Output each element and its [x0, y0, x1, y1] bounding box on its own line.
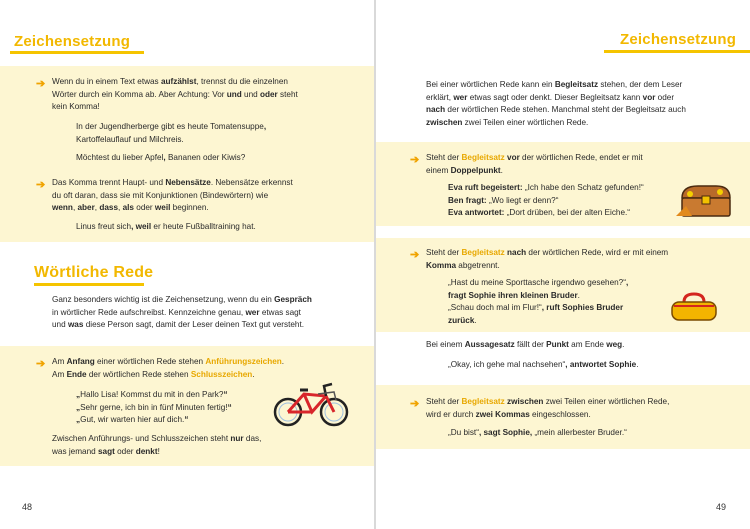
text-run: Sehr gerne, ich bin in fünf Minuten fertig!: [80, 402, 228, 412]
arrow-right-icon: ➔: [410, 249, 420, 261]
page-right: [376, 0, 750, 529]
comma-rule-subclause: [52, 177, 293, 215]
text-run: “: [184, 415, 189, 425]
text-run: zwischen: [507, 397, 544, 406]
text-run: der wörtlichen Rede stehen: [86, 369, 191, 379]
text-run: „: [76, 390, 81, 399]
example-enumeration-1: [76, 121, 266, 146]
text-run: .: [252, 369, 255, 379]
text-run: fällt der: [514, 340, 547, 349]
arrow-right-icon: ➔: [410, 154, 420, 166]
text-run: als: [122, 203, 134, 213]
text-run: „Okay, ich gehe mal nachsehen“: [448, 360, 566, 369]
text-run: aufzählst: [160, 77, 197, 86]
text-run: „: [76, 415, 81, 425]
quotes-rule: [52, 356, 284, 381]
statement-example: [448, 359, 639, 372]
page-number: 49: [716, 502, 727, 512]
text-run: Wenn du in einem Text etwas: [52, 77, 161, 86]
text-run: wer: [245, 307, 260, 317]
title-underline: [604, 50, 750, 53]
text-run: der wörtlichen Rede stehen. Manchmal steht der Begleitsatz auch: [445, 105, 686, 115]
dialog-example: [76, 389, 232, 427]
text-run: wer: [453, 92, 468, 102]
text-run: , sagt Sophie,: [478, 428, 533, 437]
text-run: Ganz besonders wichtig ist die Zeichensetzung, wenn du ein: [52, 295, 275, 304]
text-run: , trennst du die einzelnen: [196, 77, 288, 86]
text-run: das,: [243, 434, 262, 443]
text-run: kein Komma!: [52, 102, 100, 112]
text-run: aber: [77, 203, 95, 213]
bicycle-illustration: [272, 378, 352, 430]
between-quotes-rule: [52, 433, 261, 458]
text-run: etwas sagt: [259, 307, 301, 317]
text-run: Eva antwortet:: [448, 208, 505, 218]
text-run: ,: [163, 153, 166, 162]
text-run: Punkt: [546, 340, 569, 349]
text-run: “: [227, 402, 232, 412]
text-run: .: [500, 165, 503, 175]
example-subclause: [76, 221, 256, 234]
arrow-right-icon: ➔: [36, 78, 46, 90]
text-run: Hallo Lisa! Kommst du mit in den Park?: [80, 390, 224, 399]
text-run: In der Jugendherberge gibt es heute Tomatensuppe: [76, 122, 264, 131]
text-run: erklärt,: [426, 92, 454, 102]
text-run: Nebensätze: [165, 178, 211, 187]
statement-note: [426, 339, 624, 352]
text-run: „Hast du meine Sporttasche irgendwo gesehen?“: [448, 278, 626, 287]
text-run: zwei Teilen einer wörtlichen Rede.: [462, 117, 589, 127]
clause-between-rule: [426, 396, 669, 421]
text-run: Wörter durch ein Komma ab. Aber Achtung: Vor: [52, 89, 227, 99]
text-run: nur: [230, 434, 244, 443]
text-run: oder: [655, 92, 675, 102]
text-run: .: [474, 315, 477, 325]
text-run: Begleitsatz: [461, 248, 505, 257]
text-run: ,: [263, 122, 267, 131]
text-run: ,: [94, 203, 100, 213]
text-run: „Ich habe den Schatz gefunden!“: [522, 183, 644, 192]
text-run: .: [636, 360, 639, 369]
text-run: Am: [52, 357, 67, 366]
text-run: diese Person sagt, damit der Leser deinen Text gut versteht.: [83, 320, 305, 330]
clause-after-examples: [448, 277, 628, 327]
text-run: „Wo liegt er denn?“: [486, 195, 559, 205]
page-title: Zeichensetzung: [620, 31, 737, 48]
text-run: am Ende: [568, 340, 607, 349]
text-run: zwei Kommas: [475, 409, 530, 419]
clause-between-example: [448, 427, 627, 440]
text-run: .: [577, 290, 580, 300]
text-run: Schlusszeichen: [190, 369, 253, 379]
text-run: nach: [507, 248, 527, 257]
section-underline: [34, 283, 144, 286]
text-run: Aussagesatz: [464, 340, 515, 349]
example-enumeration-2: [76, 152, 245, 165]
text-run: .: [281, 357, 285, 366]
text-run: abgetrennt.: [456, 260, 500, 270]
text-run: fragt Sophie ihren kleinen Bruder: [448, 290, 578, 300]
comma-rule-enumeration: [52, 76, 298, 114]
text-run: ,: [118, 203, 123, 213]
text-run: vor: [642, 92, 656, 102]
text-run: weg: [606, 340, 623, 349]
text-run: was jemand: [52, 446, 98, 456]
text-run: Bei einem: [426, 340, 465, 349]
text-run: Anfang: [66, 357, 95, 366]
text-run: Steht der: [426, 153, 462, 162]
text-run: etwas sagt oder denkt. Dieser Begleitsatz kann: [467, 92, 643, 102]
arrow-right-icon: ➔: [36, 179, 46, 191]
text-run: Begleitsatz: [554, 80, 599, 89]
clause-after-rule: [426, 247, 668, 272]
sports-bag-illustration: [668, 292, 720, 322]
clause-before-rule: [426, 152, 643, 177]
text-run: der wörtlichen Rede, endet er mit: [519, 153, 643, 162]
direct-speech-intro: [52, 294, 312, 332]
page-left: [0, 0, 374, 529]
text-run: wenn: [52, 203, 73, 213]
text-run: Komma: [426, 260, 457, 270]
text-run: Kartoffelauflauf und Milchreis.: [76, 134, 184, 144]
text-run: dass: [99, 203, 119, 213]
text-run: Begleitsatz: [461, 397, 505, 406]
text-run: Ben fragt:: [448, 195, 487, 205]
text-run: Das Komma trennt Haupt- und: [52, 178, 166, 187]
text-run: Bananen oder Kiwis?: [165, 153, 246, 162]
text-run: eingeschlossen.: [529, 409, 591, 419]
text-run: !: [157, 446, 160, 456]
section-title: Wörtliche Rede: [34, 264, 154, 281]
text-run: Möchtest du lieber Apfel: [76, 153, 164, 162]
text-run: „Schau doch mal im Flur!“: [448, 303, 542, 313]
text-run: „Dort drüben, bei der alten Eiche.“: [504, 208, 631, 218]
accompanying-clause-intro: [426, 79, 686, 129]
clause-before-examples: [448, 182, 644, 220]
text-run: beginnen.: [170, 203, 209, 213]
treasure-chest-illustration: [676, 180, 734, 220]
arrow-right-icon: ➔: [410, 398, 420, 410]
text-run: ,: [72, 203, 78, 213]
text-run: einem: [426, 165, 451, 175]
text-run: , ruft Sophies Bruder: [541, 303, 624, 313]
text-run: Gespräch: [274, 295, 312, 304]
text-run: und: [241, 89, 260, 99]
text-run: steht: [277, 89, 298, 99]
text-run: zwei Teilen einer wörtlichen Rede,: [543, 397, 670, 406]
text-run: zwischen: [426, 117, 463, 127]
text-run: und: [52, 320, 68, 330]
text-run: „Du bist“: [448, 428, 479, 437]
text-run: oder: [114, 446, 136, 456]
text-run: oder: [260, 89, 278, 99]
text-run: Zwischen Anführungs- und Schlusszeichen steht: [52, 434, 231, 443]
text-run: du oft daran, dass sie mit Konjunktionen (Bindewörtern) wie: [52, 190, 269, 200]
title-underline: [10, 51, 144, 54]
text-run: wird er durch: [426, 409, 476, 419]
text-run: Steht der: [426, 397, 462, 406]
text-run: Anführungszeichen: [205, 357, 282, 366]
text-run: was: [67, 320, 84, 330]
page-number: 48: [22, 502, 33, 512]
text-run: denkt: [135, 446, 158, 456]
text-run: einer wörtlichen Rede stehen: [94, 357, 206, 366]
text-run: Doppelpunkt: [450, 165, 501, 175]
text-run: Linus freut sich: [76, 222, 132, 231]
text-run: in wörtlicher Rede aufschreibst. Kennzeichne genau,: [52, 307, 246, 317]
text-run: sagt: [97, 446, 115, 456]
text-run: , weil: [131, 222, 152, 231]
text-run: oder: [133, 203, 155, 213]
text-run: nach: [426, 105, 446, 115]
text-run: , antwortet Sophie: [565, 360, 637, 369]
text-run: weil: [154, 203, 171, 213]
text-run: .: [622, 340, 625, 349]
text-run: er heute Fußballtraining hat.: [151, 222, 256, 231]
text-run: Am: [52, 369, 67, 379]
text-run: und: [226, 89, 242, 99]
text-run: Ende: [66, 369, 87, 379]
text-run: „mein allerbester Bruder.“: [532, 428, 627, 437]
text-run: zurück: [448, 315, 475, 325]
text-run: stehen, der dem Leser: [598, 80, 683, 89]
text-run: ,: [625, 278, 629, 287]
text-run: “: [223, 390, 228, 399]
text-run: „: [76, 402, 81, 412]
text-run: Steht der: [426, 248, 462, 257]
text-run: . Nebensätze erkennst: [210, 178, 293, 187]
text-run: Bei einer wörtlichen Rede kann ein: [426, 80, 555, 89]
text-run: Gut, wir warten hier auf dich.: [80, 415, 185, 425]
text-run: vor: [507, 153, 520, 162]
arrow-right-icon: ➔: [36, 358, 46, 370]
text-run: Eva ruft begeistert:: [448, 183, 523, 192]
page-title: Zeichensetzung: [14, 33, 131, 50]
text-run: Begleitsatz: [461, 153, 505, 162]
text-run: der wörtlichen Rede, wird er mit einem: [526, 248, 669, 257]
